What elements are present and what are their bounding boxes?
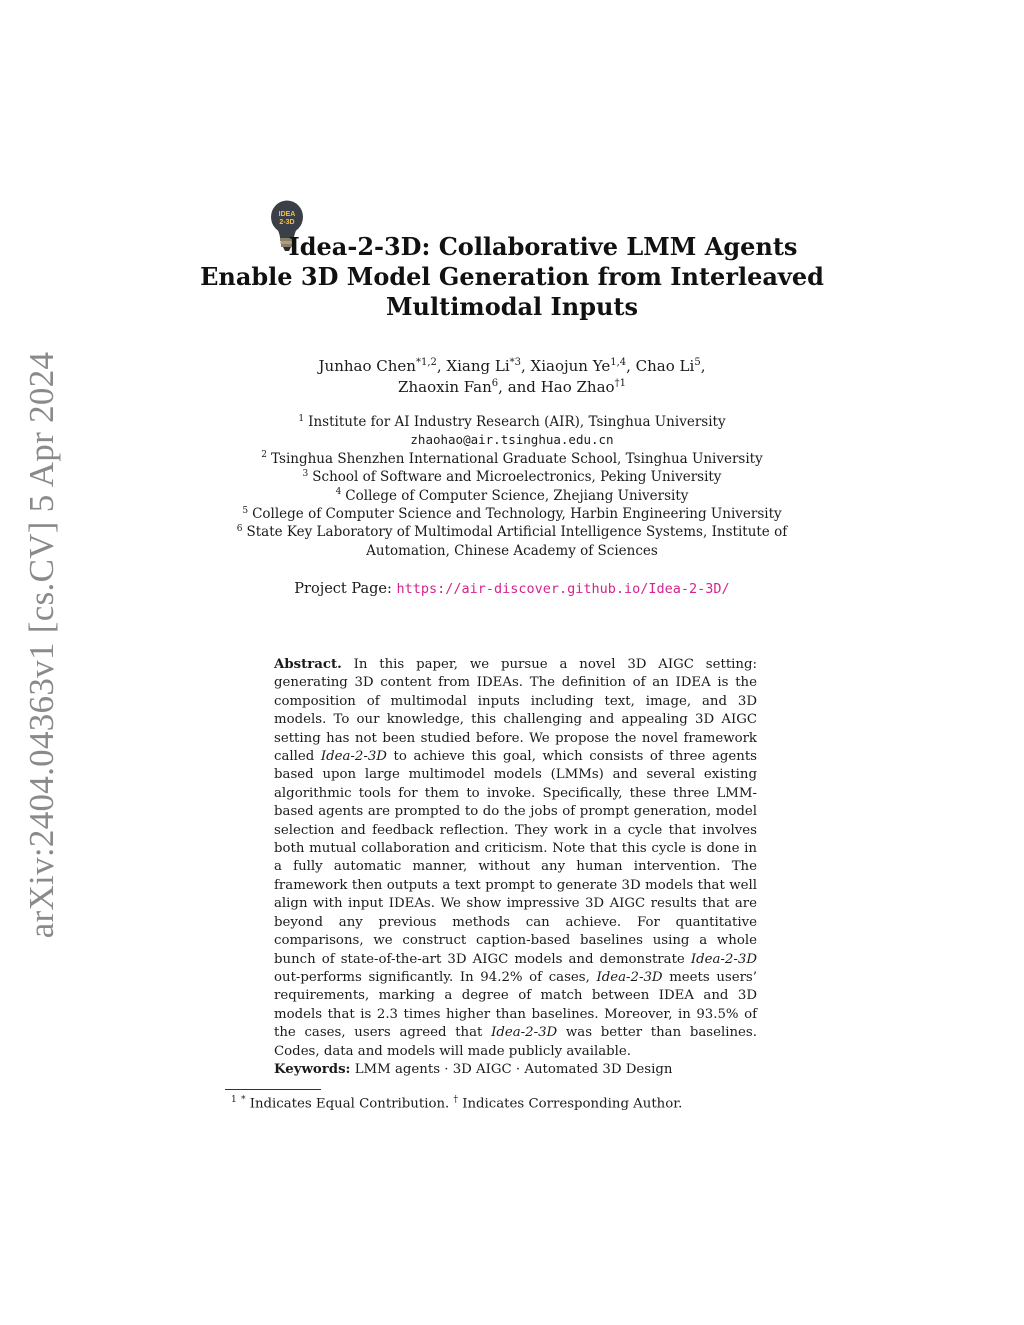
title-line-1: Idea-2-3D: Collaborative LMM Agents [288,232,798,261]
footnote: $^1$ * Indicates Equal Contribution. † Indicates Corresponding Author. [231,1095,683,1112]
affiliation-item: $^6$ State Key Laboratory of Multimodal Artificial Intelligence Systems, Institute of [236,523,788,541]
author-name: Hao Zhao [540,378,615,396]
keywords-line [274,1062,672,1077]
project-page-line [0,581,1024,597]
logo-text-2-3d: 2-3D [279,219,295,226]
affiliation-item: $^5$ College of Computer Science and Technology, Harbin Engineering University [242,505,782,523]
abstract-heading: Abstract. [274,657,342,672]
author-name: Zhaoxin Fan [398,378,492,396]
author-affil-marker: *1,2 [415,357,437,368]
title-line-3: Multimodal Inputs [385,292,639,321]
author-name: Chao Li [635,357,695,375]
affiliation-item-continuation: Automation, Chinese Academy of Sciences [366,542,658,559]
author-line-1: Junhao Chen$^{*1,2}$, Xiang Li$^{*3}$, Xiaojun Ye$^{1,4}$, Chao Li$^5$, [318,357,706,375]
author-name: Xiaojun Ye [530,357,611,375]
arxiv-identifier-stamp: arXiv:2404.04363v1 [cs.CV] 5 Apr 2024 [22,351,61,939]
method-name: Idea-2-3D [320,749,387,765]
author-name: Xiang Li [446,357,510,375]
author-affil-marker: 5 [694,357,701,368]
keywords-text: LMM agents · 3D AIGC · Automated 3D Design [350,1062,673,1077]
paper-title-block [0,232,1024,322]
keywords-label: Keywords: [274,1062,351,1077]
abstract-paragraph: Abstract. In this paper, we pursue a novel 3D AIGC setting: generating 3D content from IDEAs. The definition of an IDEA is the composition of multimodal inputs including text, image, and 3D models. To our knowledge, this challenging and appealing 3D AIGC setting has not been studied before. We propose the novel framework called Idea-2-3D to achieve this goal, which consists of three agents based upon large multimodel models (LMMs) and several existing algorithmic tools for them to invoke. Specifically, these three LMM-based agents are prompted to do the jobs of prompt generation, model selection and feedback reflection. They work in a cycle that involves both mutual collaboration and criticism. Note that this cycle is done in a fully automatic manner, without any human intervention. The framework then outputs a text prompt to generate 3D models that well align with input IDEAs. We show impressive 3D AIGC results that are beyond any previous methods can achieve. For quantitative comparisons, we construct caption-based baselines using a whole bunch of state-of-the-art 3D AIGC models and demonstrate Idea-2-3D out-performs significantly. In 94.2% of cases, Idea-2-3D meets users’ requirements, marking a degree of match between IDEA and 3D models that is 2.3 times higher than baselines. Moreover, in 93.5% of the cases, users agreed that Idea-2-3D was better than baselines. Codes, data and models will made publicly available. [274,657,757,1059]
affiliation-item: $^3$ School of Software and Microelectronics, Peking University [302,468,722,486]
method-name: Idea-2-3D [491,1025,558,1041]
affiliation-list [0,413,1024,560]
author-list [0,356,1024,398]
author-affil-marker: 1,4 [610,357,627,368]
author-affil-marker: †1 [614,378,626,389]
affiliation-item: $^4$ College of Computer Science, Zhejiang University [335,487,689,504]
contact-email[interactable]: zhaohao@air.tsinghua.edu.cn [410,432,614,448]
title-line-2: Enable 3D Model Generation from Interleaved [200,262,824,291]
project-page-label: Project Page: [294,581,397,597]
method-name: Idea-2-3D [596,969,663,985]
paper-title [0,232,1024,322]
method-name: Idea-2-3D [690,951,757,967]
footnote-divider [225,1089,321,1090]
affiliation-item: $^1$ Institute for AI Industry Research (AIR), Tsinghua University [298,413,726,430]
author-name: Junhao Chen [318,357,416,375]
logo-text-idea: IDEA [278,211,296,218]
affiliation-item: $^2$ Tsinghua Shenzhen International Graduate School, Tsinghua University [261,450,763,467]
project-page-link[interactable]: https://air-discover.github.io/Idea-2-3D/ [396,581,730,597]
author-affil-marker: 6 [491,378,499,389]
author-line-2: Zhaoxin Fan$^6$, and Hao Zhao$^{\dagger 1}$ [398,378,626,396]
author-affil-marker: *3 [509,357,521,368]
